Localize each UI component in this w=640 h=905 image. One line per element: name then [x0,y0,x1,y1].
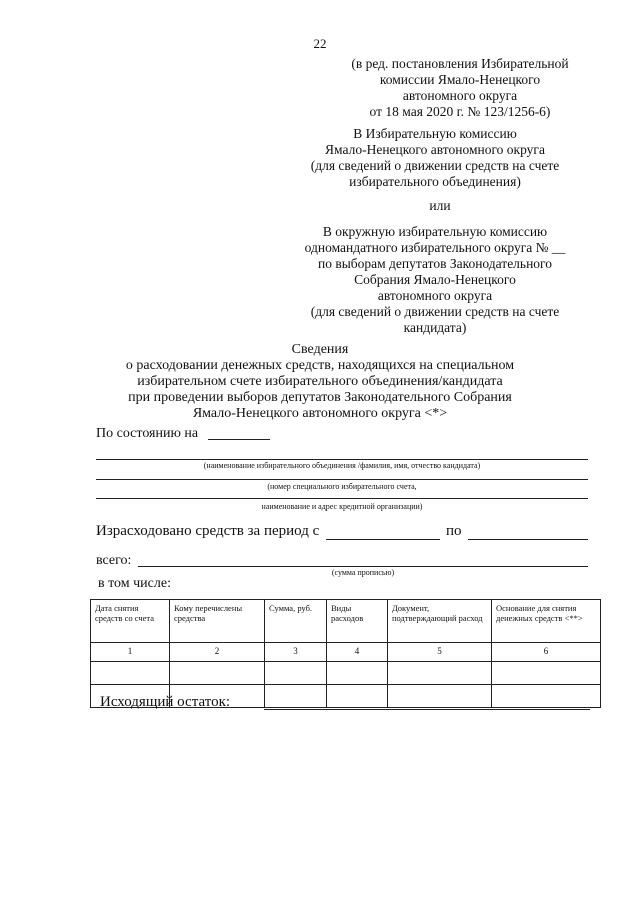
table-cell[interactable] [327,662,388,685]
title-line: Ямало-Ненецкого автономного округа <*> [192,406,448,421]
account-field[interactable] [96,479,588,480]
table-cell[interactable] [492,685,601,708]
addressee-candidate-line: по выборам депутатов Законодательного [317,256,553,271]
table-cell[interactable] [492,662,601,685]
table-header-row [91,600,601,643]
name-field[interactable] [96,459,588,460]
addressee-party-line: избирательного объединения) [349,174,521,189]
document-title [90,342,550,422]
spent-label: Израсходовано средств за период с [96,523,320,539]
period-end-field[interactable] [468,539,588,540]
title-line: о расходовании денежных средств, находящихся на специальном [125,358,515,373]
table-number-row [91,643,601,662]
addressee-candidate-line: (для сведений о движении средств на счете [310,304,560,319]
table-row [91,662,601,685]
column-header: Дата снятия средств со счета [91,600,170,643]
amendment-line: комиссии Ямало-Ненецкого [379,72,541,87]
page-number: 22 [313,36,327,51]
column-number: 4 [327,643,388,662]
table-cell[interactable] [327,685,388,708]
amendment-line: автономного округа [402,88,518,103]
closing-balance-field[interactable] [264,709,590,710]
addressee-candidate-line: одномандатного избирательного округа № __ [304,240,566,255]
column-header: Кому перечислены средства [170,600,265,643]
column-number: 5 [388,643,492,662]
closing-balance-label: Исходящий остаток: [100,694,231,710]
period-start-field[interactable] [326,539,440,540]
column-number: 2 [170,643,265,662]
addressee-party [290,126,580,190]
column-number: 3 [265,643,327,662]
addressee-candidate-line: В окружную избирательную комиссию [322,224,548,239]
to-label: по [446,523,462,539]
table-cell[interactable] [388,685,492,708]
table-cell[interactable] [170,662,265,685]
amendment-line: (в ред. постановления Избирательной [351,56,569,71]
column-header: Основание для снятия денежных средств <**> [492,600,601,643]
title-line: Сведения [291,342,349,357]
addressee-candidate-line: Собрания Ямало-Ненецкого [354,272,516,287]
column-header: Документ, подтверждающий расход [388,600,492,643]
as-of-date-field[interactable] [208,439,270,440]
table-cell[interactable] [265,685,327,708]
column-header: Сумма, руб. [265,600,327,643]
title-line: при проведении выборов депутатов Законодательного Собрания [128,390,512,405]
addressee-party-line: В Избирательную комиссию [353,126,517,141]
table-cell[interactable] [91,662,170,685]
or-text: или [429,198,451,213]
expenses-table [90,599,601,708]
including-label: в том числе: [98,576,171,591]
title-line: избирательном счете избирательного объединения/кандидата [137,374,503,389]
column-number: 6 [492,643,601,662]
total-label: всего: [96,553,132,568]
addressee-candidate [280,224,590,336]
column-number: 1 [91,643,170,662]
table-cell[interactable] [265,662,327,685]
addressee-candidate-line: кандидата) [403,320,467,335]
account-caption: (номер специального избирательного счета, [267,482,417,491]
amendment-line: от 18 мая 2020 г. № 123/1256-6) [369,104,551,119]
as-of-label: По состоянию на [96,426,199,441]
bank-caption: наименование и адрес кредитной организации) [261,502,423,511]
addressee-party-line: (для сведений о движении средств на счете [310,158,560,173]
total-field[interactable] [138,566,588,567]
bank-field[interactable] [96,498,588,499]
addressee-candidate-line: автономного округа [377,288,493,303]
table-cell[interactable] [388,662,492,685]
amendment-note [330,56,590,120]
name-caption: (наименование избирательного объединения /фамилия, имя, отчество кандидата) [203,461,481,470]
column-header: Виды расходов [327,600,388,643]
addressee-party-line: Ямало-Ненецкого автономного округа [325,142,545,157]
sum-words-caption: (сумма прописью) [331,568,395,577]
